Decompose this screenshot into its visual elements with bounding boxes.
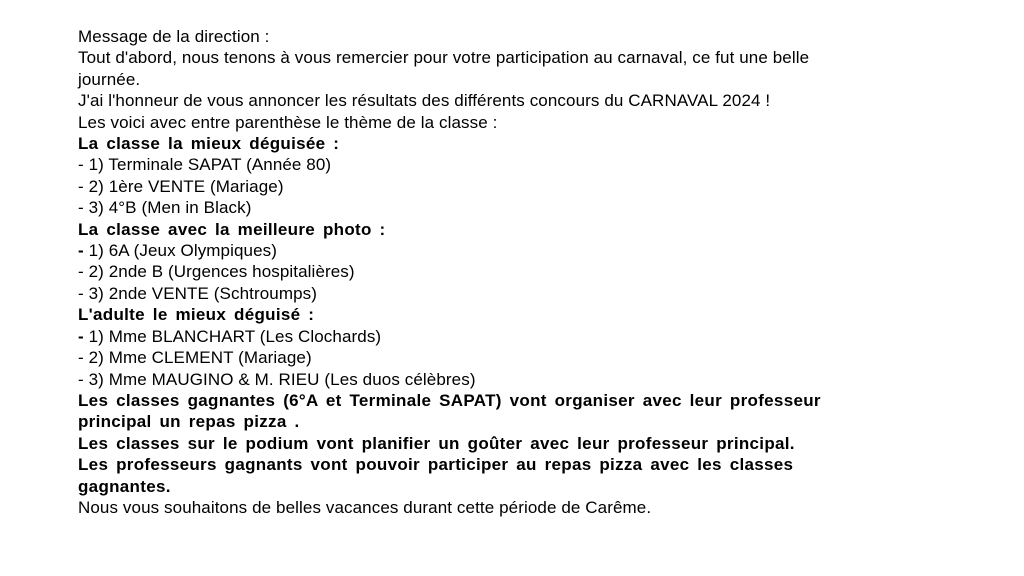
text-line: principal un repas pizza . — [78, 412, 300, 432]
text-line: Message de la direction : — [78, 27, 270, 46]
text-line: - 2) Mme CLEMENT (Mariage) — [78, 348, 312, 368]
text-line: - 3) Mme MAUGINO & M. RIEU (Les duos célèbres) — [78, 369, 476, 389]
list-text: 1) Mme BLANCHART (Les Clochards) — [83, 326, 382, 346]
text-line — [78, 240, 918, 261]
text-line: gagnantes. — [78, 476, 171, 496]
text-line: Les classes gagnantes (6°A et Terminale SAPAT) vont organiser avec leur professeur — [78, 390, 821, 410]
text-line: La classe avec la meilleure photo : — [78, 219, 386, 239]
message-body — [78, 26, 918, 518]
text-line: journée. — [78, 69, 141, 89]
text-line: J'ai l'honneur de vous annoncer les résultats des différents concours du CARNAVAL 2024 ! — [78, 91, 771, 111]
text-line: La classe la mieux déguisée : — [78, 134, 340, 154]
text-line: Les voici avec entre parenthèse le thème de la classe : — [78, 112, 498, 132]
text-line: Tout d'abord, nous tenons à vous remercier pour votre participation au carnaval, ce fut une belle — [78, 48, 810, 68]
text-line: Les classes sur le podium vont planifier un goûter avec leur professeur principal. — [78, 433, 795, 453]
text-line: - 1) Terminale SAPAT (Année 80) — [78, 155, 332, 175]
list-dash: - — [78, 241, 84, 261]
text-line: Nous vous souhaitons de belles vacances durant cette période de Carême. — [78, 497, 652, 517]
list-text: 1) 6A (Jeux Olympiques) — [83, 241, 278, 261]
text-line: - 2) 2nde B (Urgences hospitalières) — [78, 262, 355, 282]
text-line: - 2) 1ère VENTE (Mariage) — [78, 176, 284, 196]
text-line: - 3) 2nde VENTE (Schtroumps) — [78, 283, 317, 303]
text-line: - 3) 4°B (Men in Black) — [78, 198, 252, 218]
text-line: L'adulte le mieux déguisé : — [78, 305, 315, 325]
text-line — [78, 326, 918, 347]
list-dash: - — [78, 326, 84, 346]
text-line: Les professeurs gagnants vont pouvoir participer au repas pizza avec les classes — [78, 455, 794, 475]
